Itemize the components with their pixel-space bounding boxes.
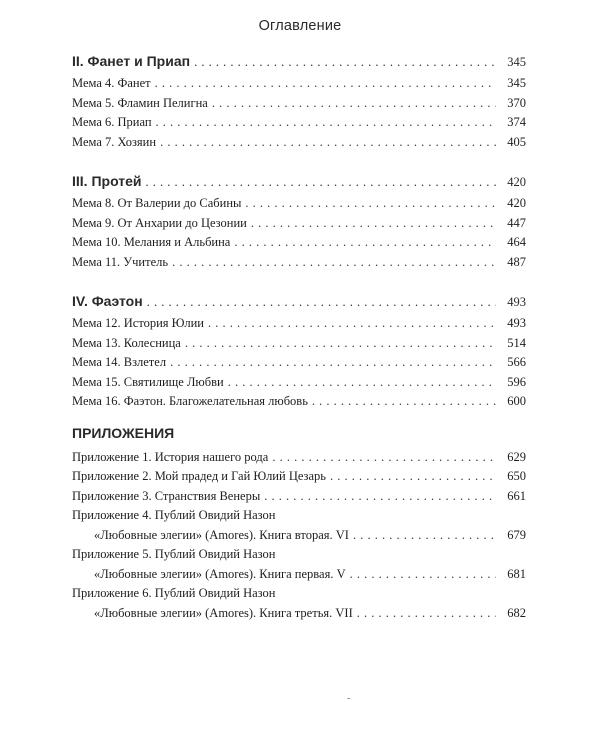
leader-dots	[234, 233, 496, 253]
page-number: 374	[507, 115, 526, 129]
leader-dots	[350, 565, 496, 585]
page-number: 420	[507, 196, 526, 210]
entry-title: Мема 13. Колесница	[72, 335, 181, 350]
leader-dots	[264, 487, 496, 507]
appendix-entry[interactable]	[72, 604, 526, 624]
section-spacer	[72, 272, 526, 288]
toc-entry[interactable]	[72, 233, 526, 253]
part-heading-3[interactable]	[72, 168, 526, 194]
page-number: 493	[507, 316, 526, 330]
page-number: 420	[507, 175, 526, 189]
entry-title: Мема 10. Мелания и Альбина	[72, 235, 231, 249]
page-number: 650	[507, 469, 526, 483]
leader-dots	[146, 169, 496, 195]
entry-title: Мема 15. Святилище Любви	[72, 374, 224, 389]
leader-dots	[147, 289, 496, 315]
page-number: 464	[507, 235, 526, 249]
part-title: II. Фанет и Приап	[72, 53, 191, 69]
page-number: 487	[507, 254, 526, 269]
appendix-entry[interactable]	[72, 467, 526, 487]
toc-entry[interactable]	[72, 314, 526, 334]
leader-dots	[353, 526, 496, 546]
page-number: 493	[507, 295, 526, 309]
entry-title: «Любовные элегии» (Amores). Книга вторая. VI	[94, 527, 349, 542]
toc-entry[interactable]	[72, 253, 526, 273]
page-title: Оглавление	[258, 18, 342, 34]
entry-title: Приложение 1. История нашего рода	[72, 449, 269, 464]
leader-dots	[357, 604, 496, 624]
leader-dots	[330, 467, 496, 487]
entry-title: «Любовные элегии» (Amores). Книга первая. V	[94, 566, 346, 581]
page-number: 370	[507, 95, 526, 110]
appendix-entry[interactable]	[72, 487, 526, 507]
page-number: 682	[507, 605, 526, 620]
page-number: 600	[507, 394, 526, 408]
toc-entry[interactable]	[72, 113, 526, 133]
table-of-contents	[72, 48, 526, 623]
entry-title: Приложение 2. Мой прадед и Гай Юлий Цезарь	[72, 469, 326, 483]
entry-title: Мема 12. История Юлии	[72, 316, 204, 330]
appendix-entry[interactable]	[72, 526, 526, 546]
leader-dots	[172, 253, 496, 273]
leader-dots	[245, 194, 496, 214]
entry-title: Мема 11. Учитель	[72, 254, 169, 269]
footer-mark: -	[347, 693, 351, 704]
page-number: 681	[507, 566, 526, 581]
leader-dots	[194, 49, 496, 75]
appendix-entry[interactable]	[72, 448, 526, 468]
page-number: 661	[507, 488, 526, 503]
appendix-entry-first-line[interactable]: Приложение 4. Публий Овидий Назон	[72, 508, 276, 522]
entry-title: Мема 9. От Анхарии до Цезонии	[72, 215, 247, 230]
section-spacer	[72, 152, 526, 168]
entry-title: Мема 16. Фаэтон. Благожелательная любовь	[72, 394, 308, 408]
part-title: IV. Фаэтон	[72, 293, 143, 309]
toc-entry[interactable]	[72, 214, 526, 234]
toc-entry[interactable]	[72, 353, 526, 373]
appendix-heading: ПРИЛОЖЕНИЯ	[72, 424, 175, 441]
leader-dots	[155, 74, 496, 94]
toc-entry[interactable]	[72, 392, 526, 412]
part-title: III. Протей	[72, 173, 142, 189]
part-heading-2[interactable]	[72, 48, 526, 74]
page-number: 447	[507, 215, 526, 230]
entry-title: Мема 7. Хозяин	[72, 134, 157, 149]
appendix-entry[interactable]	[72, 565, 526, 585]
page-number: 566	[507, 355, 526, 369]
toc-entry[interactable]	[72, 94, 526, 114]
leader-dots	[228, 373, 496, 393]
appendix-entry-first-line[interactable]: Приложение 5. Публий Овидий Назон	[72, 547, 276, 561]
page-number: 679	[507, 527, 526, 542]
page-number: 345	[507, 55, 526, 69]
page-number: 514	[507, 335, 526, 350]
page-number: 596	[507, 374, 526, 389]
leader-dots	[272, 448, 496, 468]
toc-entry[interactable]	[72, 334, 526, 354]
leader-dots	[251, 214, 496, 234]
leader-dots	[160, 133, 496, 153]
entry-title: Мема 4. Фанет	[72, 76, 151, 90]
entry-title: Мема 5. Фламин Пелигна	[72, 95, 208, 110]
leader-dots	[312, 392, 496, 412]
page-number: 345	[507, 76, 526, 90]
toc-entry[interactable]	[72, 74, 526, 94]
toc-entry[interactable]	[72, 133, 526, 153]
toc-entry[interactable]	[72, 373, 526, 393]
toc-entry[interactable]	[72, 194, 526, 214]
entry-title: Мема 14. Взлетел	[72, 355, 167, 369]
entry-title: Приложение 3. Странствия Венеры	[72, 488, 261, 503]
appendix-entry-first-line[interactable]: Приложение 6. Публий Овидий Назон	[72, 586, 276, 600]
entry-title: Мема 6. Приап	[72, 115, 152, 129]
part-heading-4[interactable]	[72, 288, 526, 314]
page-number: 629	[507, 449, 526, 464]
leader-dots	[156, 113, 496, 133]
leader-dots	[212, 94, 496, 114]
entry-title: «Любовные элегии» (Amores). Книга третья. VII	[94, 605, 353, 620]
leader-dots	[185, 334, 496, 354]
leader-dots	[208, 314, 496, 334]
page-number: 405	[507, 134, 526, 149]
leader-dots	[170, 353, 496, 373]
entry-title: Мема 8. От Валерии до Сабины	[72, 196, 242, 210]
